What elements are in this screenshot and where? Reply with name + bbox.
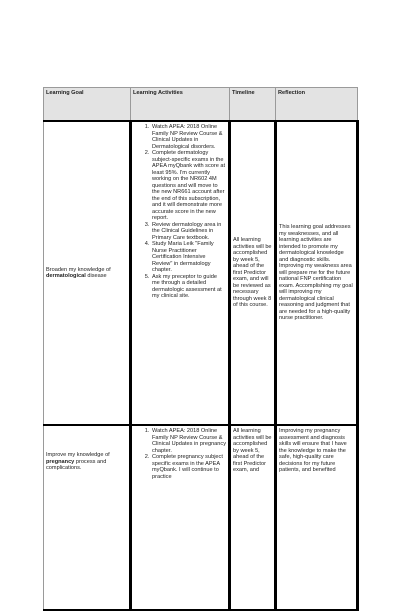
list-item: 5. Ask my preceptor to guide me through a detailed dermatologic assessment at my clinical site. — [151, 274, 226, 300]
learning-goal-cell — [44, 121, 131, 425]
list-item: 1. Watch APEA: 2018 Online Family NP Review Course & Clinical Updates in pregnancy chapter. — [151, 428, 226, 454]
list-item: 2. Complete dermatology subject-specific exams in the APEA myQbank with score at least 95%. I'm currently working on the NR602 4M questions and will move to the new NR661 account after the end of this subscription, and it will demonstrate more accurate score in the new report. — [151, 150, 226, 222]
timeline-cell: All learning activities will be accomplished by week 5, ahead of the first Predictor exam, and — [230, 425, 276, 610]
goal-text-emphasis: pregnancy — [46, 458, 75, 465]
list-item: 4. Study Maria Leik "Family Nurse Practitioner Certification Intensive Review" in dermatology chapter. — [151, 241, 226, 274]
header-timeline: Timeline — [230, 88, 276, 122]
goal-text-before: Broaden my knowledge of — [46, 266, 111, 273]
goal-text-after: disease — [85, 273, 107, 279]
reflection-cell: Improving my pregnancy assessment and diagnosis skills will ensure that I have the knowledge to make the safe, high-quality care decisions for my future patients, and benefited — [276, 425, 358, 610]
table-row — [44, 425, 358, 610]
list-item: 1. Watch APEA: 2018 Online Family NP Review Course & Clinical Updates in Dermatological disorders. — [151, 124, 226, 150]
activities-list — [134, 428, 226, 480]
list-item: 3. Review dermatology area in the Clinical Guidelines in Primary Care textbook. — [151, 222, 226, 242]
goal-text-before: Improve my knowledge of — [46, 452, 110, 458]
timeline-cell: All learning activities will be accomplished by week 5, ahead of the first Predictor exam, and will be reviewed as necessary through week 8 of this course. — [230, 121, 276, 425]
reflection-cell: This learning goal addresses my weaknesses, and all learning activities are intended to promote my dermatological knowledge and diagnostic skills. Improving my weakness area will prepare me for the future national FNP certification exam. Accomplishing my goal will improving my dermatological clinical reasoning and judgment that are needed for a high-quality nurse practitioner. — [276, 121, 358, 425]
learning-activities-cell — [131, 121, 230, 425]
goal-text-emphasis: dermatological — [46, 273, 86, 279]
activities-list — [134, 124, 226, 300]
header-reflection: Reflection — [276, 88, 358, 122]
table-header-row — [44, 88, 358, 122]
table-row — [44, 121, 358, 425]
learning-goals-table — [43, 87, 359, 611]
header-learning-activities: Learning Activities — [131, 88, 230, 122]
header-learning-goal: Learning Goal — [44, 88, 131, 122]
list-item: 2. Complete pregnancy subject specific exams in the APEA myQbank. I will continue to practice — [151, 454, 226, 480]
learning-goal-cell — [44, 425, 131, 610]
learning-activities-cell — [131, 425, 230, 610]
goal-text-after: process and complications. — [46, 458, 107, 471]
